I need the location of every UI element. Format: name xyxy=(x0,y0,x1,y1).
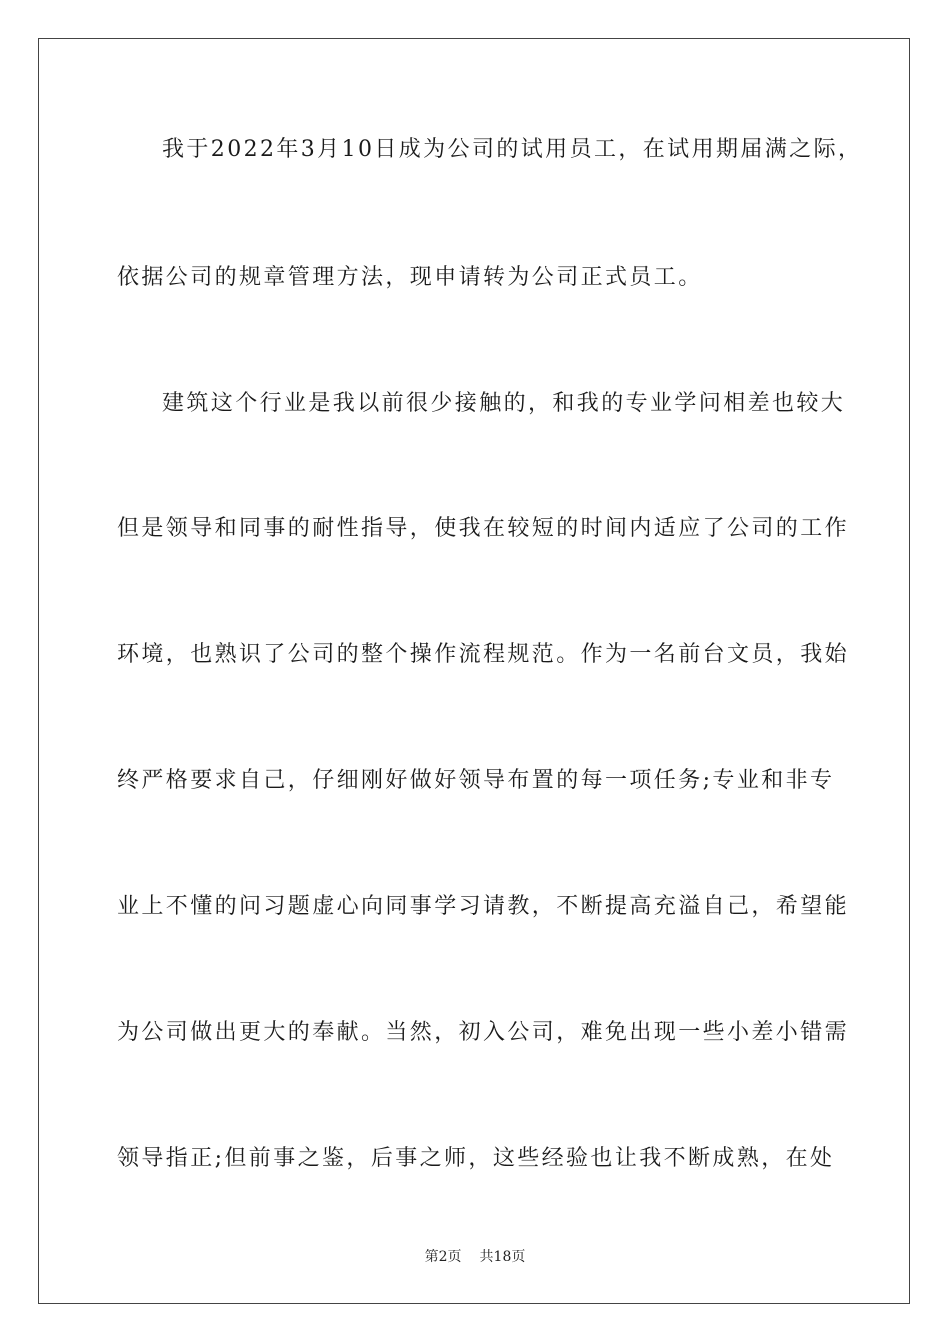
page-number-total: 共18页 xyxy=(479,1249,526,1265)
paragraph-2-line-5: 业上不懂的问习题虚心向同事学习请教，不断提高充溢自己，希望能 xyxy=(117,894,850,919)
paragraph-2-line-6: 为公司做出更大的奉献。当然，初入公司，难免出现一些小差小错需 xyxy=(117,1020,850,1045)
paragraph-2-line-7: 领导指正;但前事之鉴，后事之师，这些经验也让我不断成熟，在处 xyxy=(117,1146,835,1171)
paragraph-2-line-2: 但是领导和同事的耐性指导，使我在较短的时间内适应了公司的工作 xyxy=(117,516,850,541)
paragraph-2-line-3: 环境，也熟识了公司的整个操作流程规范。作为一名前台文员，我始 xyxy=(117,642,850,667)
paragraph-1-line-2: 依据公司的规章管理方法，现申请转为公司正式员工。 xyxy=(117,265,703,290)
paragraph-2-line-1: 建筑这个行业是我以前很少接触的，和我的专业学问相差也较大 xyxy=(162,391,846,416)
page-footer xyxy=(0,1248,950,1266)
page-number-current: 第2页 xyxy=(424,1249,462,1265)
page-border xyxy=(38,38,910,1304)
paragraph-1-line-1: 我于2022年3月10日成为公司的试用员工，在试用期届满之际， xyxy=(162,137,863,162)
paragraph-2-line-4: 终严格要求自己，仔细刚好做好领导布置的每一项任务;专业和非专 xyxy=(117,768,835,793)
